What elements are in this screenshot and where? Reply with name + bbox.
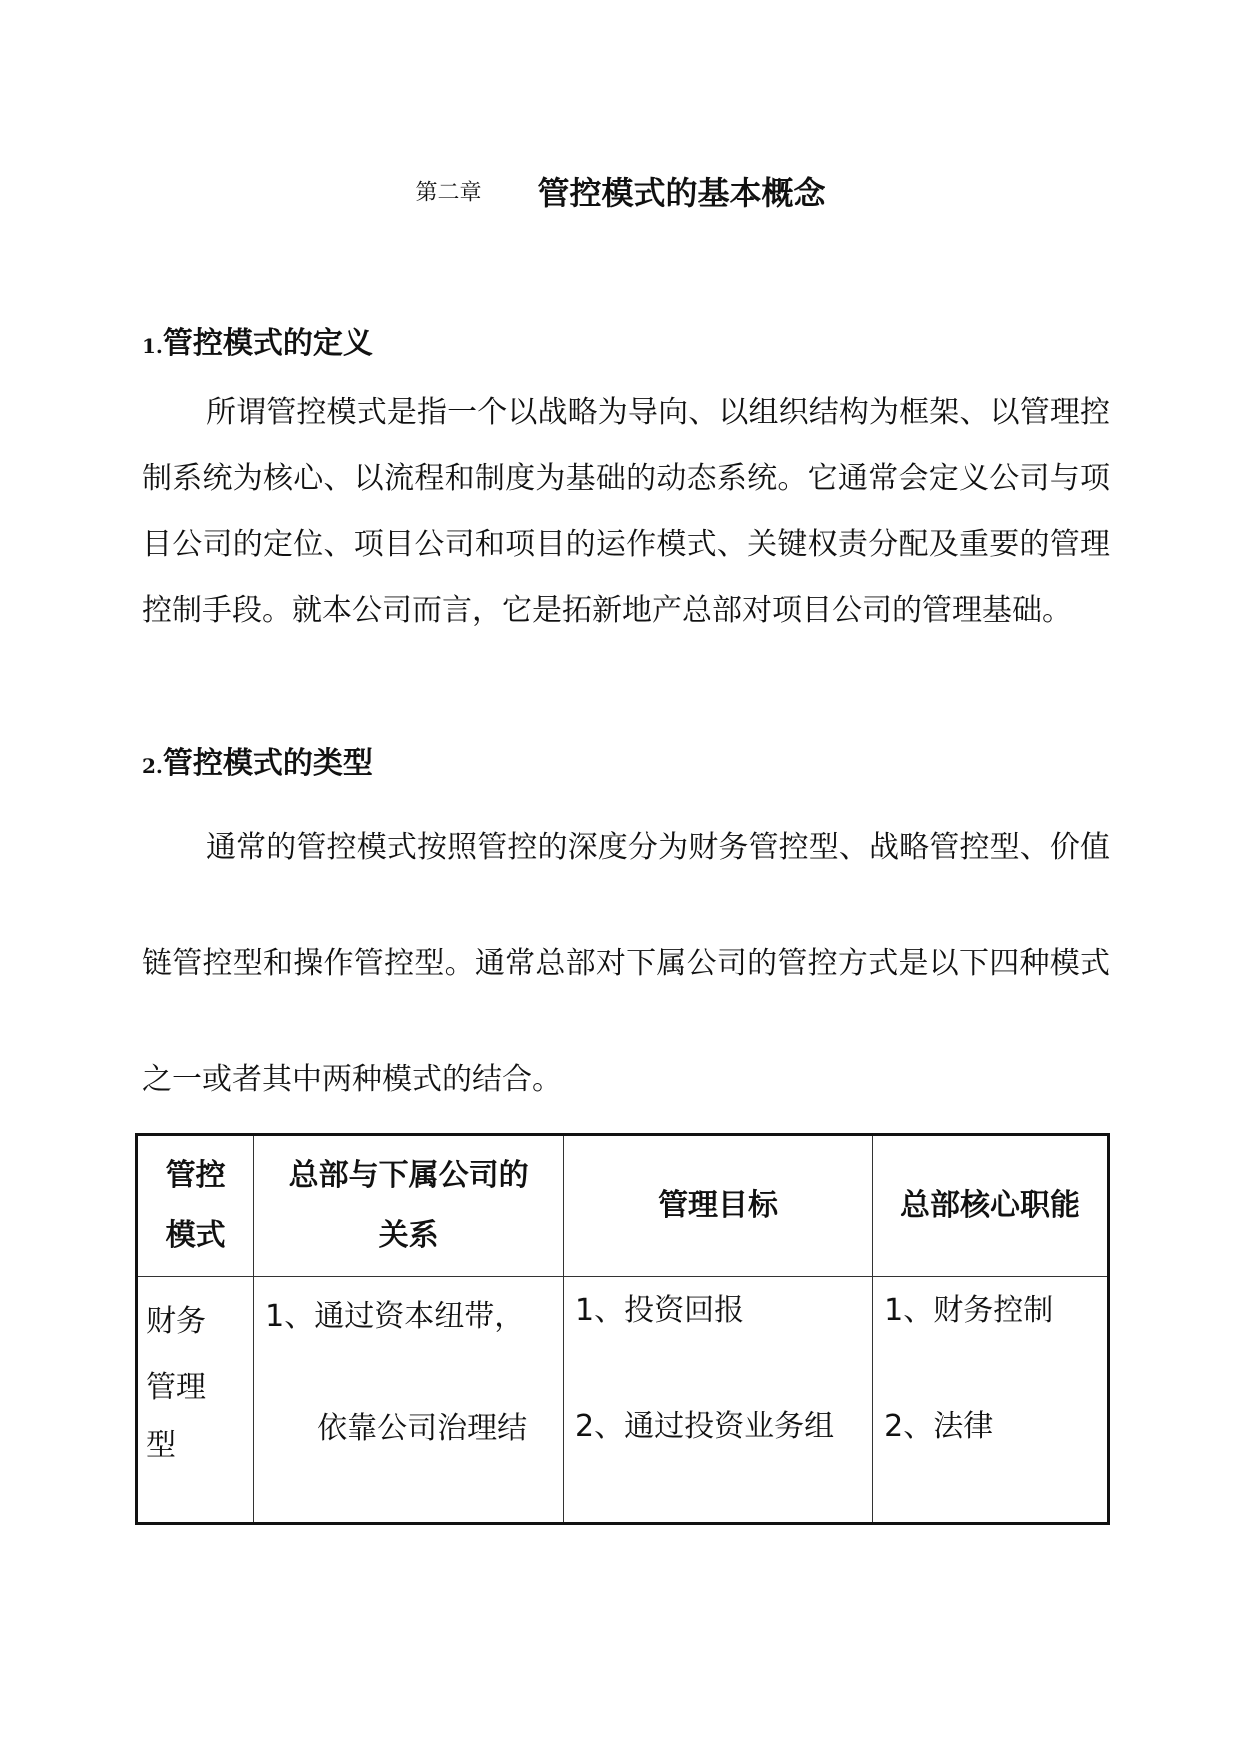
cell-relation bbox=[254, 1277, 564, 1524]
section-2-title: 管控模式的类型 bbox=[162, 746, 373, 781]
control-mode-table bbox=[135, 1133, 1110, 1525]
chapter-heading bbox=[0, 168, 1241, 214]
section-1-heading bbox=[142, 318, 373, 362]
header-relation bbox=[254, 1135, 564, 1277]
cell-mode-line2: 管理 bbox=[146, 1370, 206, 1405]
header-control-mode-line1: 管控 bbox=[165, 1158, 226, 1193]
table-header-row bbox=[137, 1135, 1109, 1277]
chapter-title: 管控模式的基本概念 bbox=[537, 174, 826, 212]
cell-relation-line1: 1、通过资本纽带， bbox=[265, 1299, 525, 1334]
chapter-number: 第二章 bbox=[415, 180, 482, 206]
cell-relation-line2: 依靠公司治理结 bbox=[317, 1411, 528, 1446]
cell-goal bbox=[564, 1277, 873, 1524]
section-2-number: 2. bbox=[142, 754, 163, 778]
section-2-paragraph: 通常的管控模式按照管控的深度分为财务管控型、战略管控型、价值链管控型和操作管控型。通常总部对下属公司的管控方式是以下四种模式之一或者其中两种模式的结合。 bbox=[142, 830, 1110, 1097]
section-1-paragraph: 所谓管控模式是指一个以战略为导向、以组织结构为框架、以管理控制系统为核心、以流程和制度为基础的动态系统。它通常会定义公司与项目公司的定位、项目公司和项目的运作模式、关键权责分配及重要的管理控制手段。就本公司而言，它是拓新地产总部对项目公司的管理基础。 bbox=[142, 395, 1110, 628]
cell-function bbox=[873, 1277, 1109, 1524]
cell-mode-line3: 型 bbox=[146, 1428, 176, 1463]
header-control-mode-line2: 模式 bbox=[165, 1218, 226, 1253]
header-relation-line1: 总部与下属公司的 bbox=[288, 1158, 529, 1193]
cell-goal-line1: 1、投资回报 bbox=[575, 1293, 745, 1328]
section-2-heading bbox=[142, 738, 373, 782]
header-control-mode bbox=[137, 1135, 254, 1277]
cell-function-line2: 2、法律 bbox=[884, 1409, 994, 1444]
cell-mode-line1: 财务 bbox=[146, 1304, 206, 1339]
header-relation-line2: 关系 bbox=[378, 1218, 439, 1253]
table-row bbox=[137, 1277, 1109, 1524]
header-core-function: 总部核心职能 bbox=[873, 1135, 1109, 1277]
cell-function-line1: 1、财务控制 bbox=[884, 1293, 1054, 1328]
cell-goal-line2: 2、通过投资业务组 bbox=[575, 1409, 835, 1444]
header-management-goal: 管理目标 bbox=[564, 1135, 873, 1277]
section-1-title: 管控模式的定义 bbox=[162, 326, 373, 361]
section-1-number: 1. bbox=[142, 334, 163, 358]
cell-mode bbox=[137, 1277, 254, 1524]
